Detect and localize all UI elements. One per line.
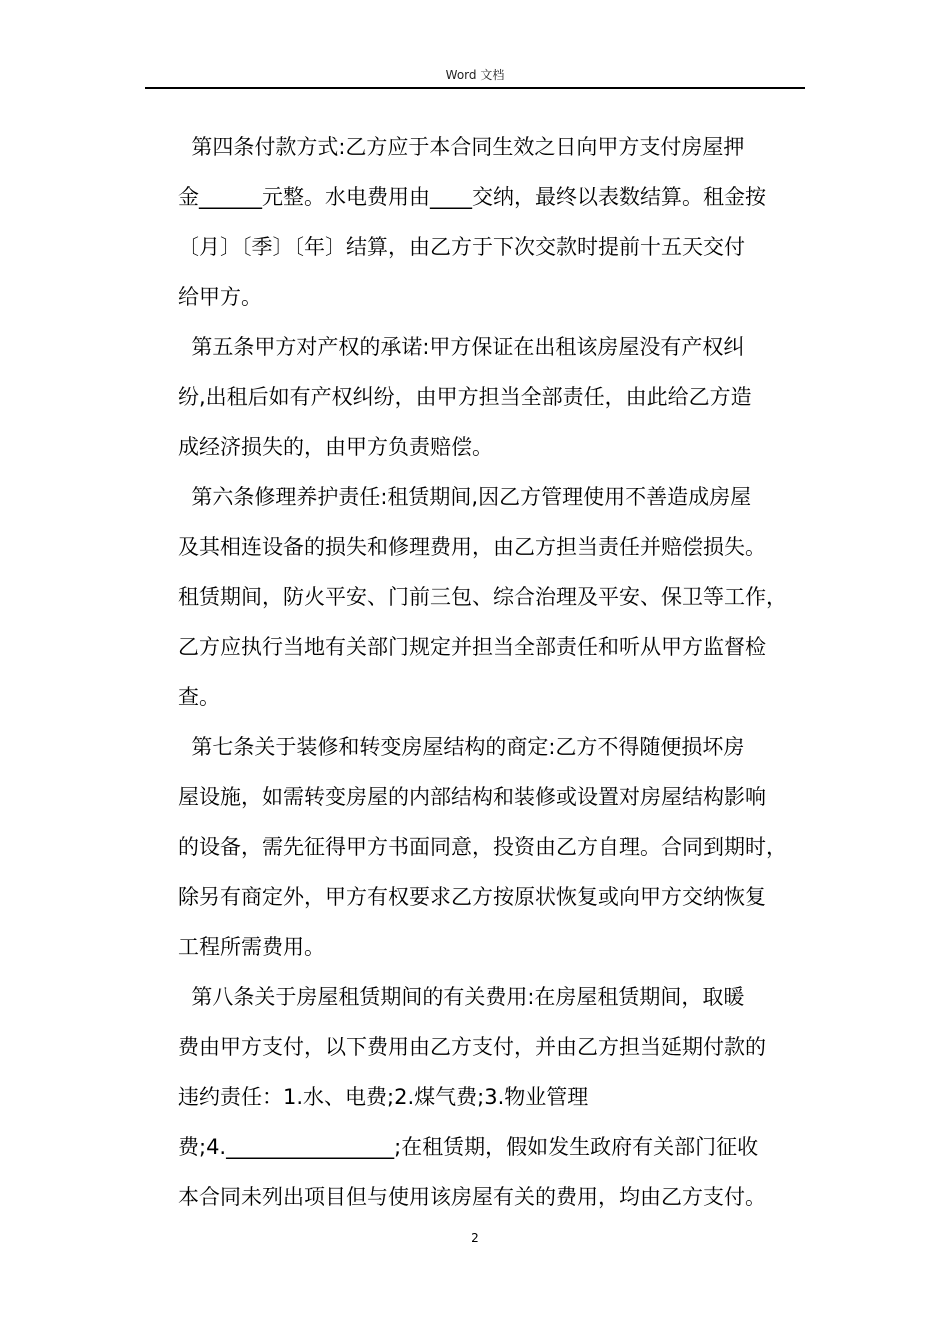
header-divider	[145, 87, 805, 89]
page-number: 2	[471, 1231, 479, 1245]
text-line: 第八条关于房屋租赁期间的有关费用:在房屋租赁期间，取暖	[178, 985, 745, 1009]
text-line: 第四条付款方式:乙方应于本合同生效之日向甲方支付房屋押	[178, 135, 745, 159]
text-line: 给甲方。	[178, 285, 262, 309]
text-line: 的设备，需先征得甲方书面同意，投资由乙方自理。合同到期时，	[178, 835, 787, 859]
text-line: 纷,出租后如有产权纠纷，由甲方担当全部责任，由此给乙方造	[178, 385, 752, 409]
text-line: 第七条关于装修和转变房屋结构的商定:乙方不得随便损坏房	[178, 735, 745, 759]
text-line: 费;4.________________;在租赁期，假如发生政府有关部门征收	[178, 1135, 759, 1159]
text-line: 及其相连设备的损失和修理费用，由乙方担当责任并赔偿损失。	[178, 535, 766, 559]
document-body	[178, 122, 818, 1222]
page-header-title: Word 文档	[445, 68, 505, 82]
text-line: 成经济损失的，由甲方负责赔偿。	[178, 435, 493, 459]
text-line: 第五条甲方对产权的承诺:甲方保证在出租该房屋没有产权纠	[178, 335, 745, 359]
text-line: 第六条修理养护责任:租赁期间,因乙方管理使用不善造成房屋	[178, 485, 752, 509]
text-line: 屋设施，如需转变房屋的内部结构和装修或设置对房屋结构影响	[178, 785, 766, 809]
text-line: 乙方应执行当地有关部门规定并担当全部责任和听从甲方监督检	[178, 635, 766, 659]
text-line: 〔月〕〔季〕〔年〕结算，由乙方于下次交款时提前十五天交付	[178, 235, 745, 259]
text-line: 本合同未列出项目但与使用该房屋有关的费用，均由乙方支付。	[178, 1185, 766, 1209]
text-line: 工程所需费用。	[178, 935, 325, 959]
text-line: 除另有商定外，甲方有权要求乙方按原状恢复或向甲方交纳恢复	[178, 885, 766, 909]
text-line: 查。	[178, 685, 220, 709]
text-line: 金______元整。水电费用由____交纳，最终以表数结算。租金按	[178, 185, 766, 209]
text-line: 费由甲方支付，以下费用由乙方支付，并由乙方担当延期付款的	[178, 1035, 766, 1059]
text-line: 违约责任：1.水、电费;2.煤气费;3.物业管理	[178, 1085, 589, 1109]
text-line: 租赁期间，防火平安、门前三包、综合治理及平安、保卫等工作，	[178, 585, 787, 609]
